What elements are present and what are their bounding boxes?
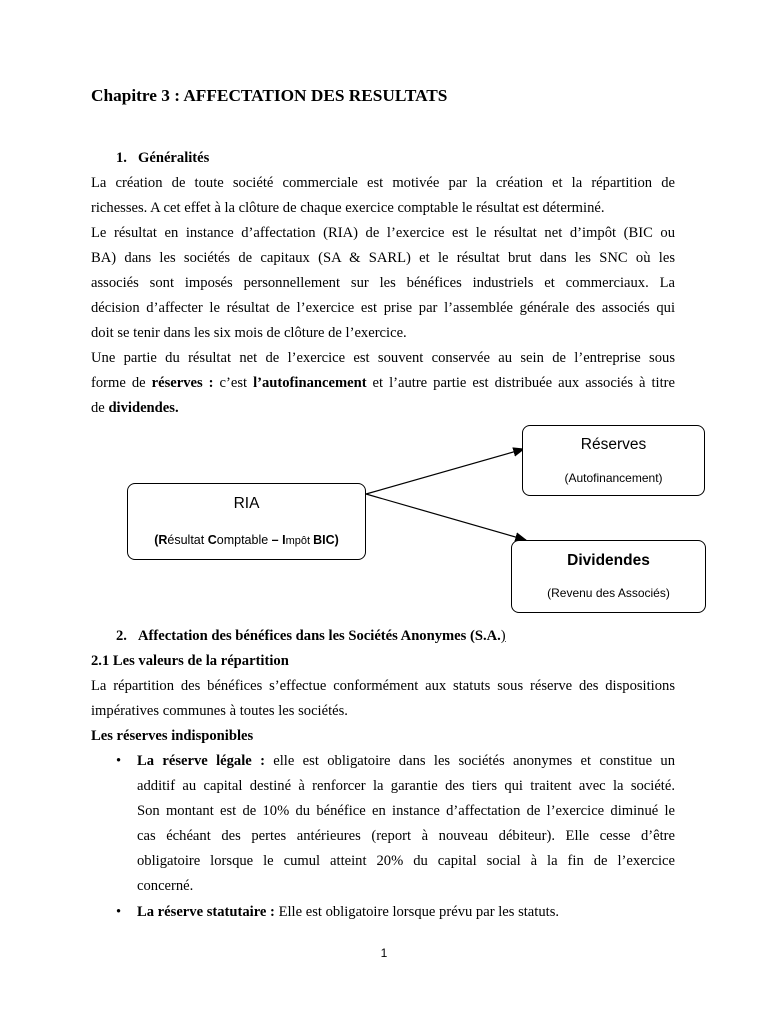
bullet-line: concerné. xyxy=(137,878,194,894)
paragraph-line: La création de toute société commerciale est motivée par la création et la répartition de xyxy=(91,175,675,191)
bullet-line: cas échéant des pertes antérieures (report à nouveau débiteur). Elle cesse d’être xyxy=(137,828,675,844)
dividendes-subtitle: (Revenu des Associés) xyxy=(547,586,670,600)
paragraph-line: BA) dans les sociétés de capitaux (SA & SARL) et le résultat brut dans les SNC où les xyxy=(91,250,675,266)
ria-title: RIA xyxy=(233,495,260,512)
paragraph-line: impératives communes à toutes les sociétés. xyxy=(91,703,348,719)
text-run: Affectation des bénéfices dans les Sociétés Anonymes (S.A. xyxy=(138,628,501,644)
subsection-2-1-heading: 2.1 Les valeurs de la répartition xyxy=(91,653,289,669)
paragraph-line: associés sont imposés personnellement sur les bénéfices industriels et commerciaux. La xyxy=(91,275,675,291)
bullet-line: obligatoire lorsque le cumul atteint 20% du capital social à la fin de l’exercice xyxy=(137,853,675,869)
paragraph-line: doit se tenir dans les six mois de clôture de l’exercice. xyxy=(91,325,407,341)
bold-text-dividendes: dividendes. xyxy=(108,400,179,416)
bold-text-reserve-statutaire: La réserve statutaire : xyxy=(137,904,275,920)
reserves-box xyxy=(522,425,705,496)
arrow-to-reserves xyxy=(366,449,524,494)
bullet-line xyxy=(137,749,675,774)
text-run: de xyxy=(91,400,109,416)
bullet-line xyxy=(137,900,675,925)
bullet-icon: • xyxy=(116,753,122,769)
arrow-to-dividendes xyxy=(366,494,526,540)
bold-text-reserves: réserves : xyxy=(151,375,214,391)
text-run: forme de xyxy=(91,375,152,391)
paragraph-line: décision d’affecter le résultat de l’exercice est prise par l’assemblée générale des associés qui xyxy=(91,300,675,316)
text-run: ésultat xyxy=(167,533,208,547)
text-run: BIC) xyxy=(313,533,339,547)
text-run: omptable xyxy=(216,533,272,547)
bold-text-reserve-legale: La réserve légale : xyxy=(137,753,265,769)
section-1-label: Généralités xyxy=(138,150,210,166)
section-2-number: 2. xyxy=(116,628,127,644)
chapter-title: Chapitre 3 : AFFECTATION DES RESULTATS xyxy=(91,86,448,105)
dividendes-box xyxy=(511,540,706,613)
reserves-indisponibles-heading: Les réserves indisponibles xyxy=(91,728,254,744)
ria-box xyxy=(127,483,366,560)
text-run: c’est xyxy=(213,375,254,391)
bullet-icon: • xyxy=(116,904,122,920)
bullet-line: Son montant est de 10% du bénéfice en instance d’affectation de l’exercice diminué le xyxy=(137,803,675,819)
section-2-label xyxy=(138,624,506,649)
page-number: 1 xyxy=(380,946,388,960)
text-run: I xyxy=(282,533,286,547)
text-run: mpôt xyxy=(285,535,314,547)
text-run: elle est obligatoire dans les sociétés anonymes et constitue un xyxy=(264,753,675,769)
reserves-subtitle: (Autofinancement) xyxy=(564,471,663,485)
dividendes-title: Dividendes xyxy=(567,552,650,569)
reserves-title: Réserves xyxy=(580,436,647,453)
text-run: et l’autre partie est distribuée aux associés à titre xyxy=(366,375,675,391)
paragraph-line: Le résultat en instance d’affectation (RIA) de l’exercice est le résultat net d’impôt (BIC ou xyxy=(91,225,675,241)
paragraph-line: richesses. A cet effet à la clôture de chaque exercice comptable le résultat est déterminé. xyxy=(91,200,605,216)
text-run: C xyxy=(207,533,217,547)
text-run: ) xyxy=(500,628,506,644)
text-run: (R xyxy=(154,533,168,547)
text-run: Elle est obligatoire lorsque prévu par les statuts. xyxy=(274,904,560,920)
ria-subtitle xyxy=(128,533,365,547)
section-1-number: 1. xyxy=(116,150,127,166)
text-run: – xyxy=(271,533,279,547)
paragraph-line: Une partie du résultat net de l’exercice est souvent conservée au sein de l’entreprise sous xyxy=(91,350,675,366)
bold-text-autofinancement: l’autofinancement xyxy=(253,375,367,391)
paragraph-line: La répartition des bénéfices s’effectue conformément aux statuts sous réserve des dispositions xyxy=(91,678,675,694)
bullet-line: additif au capital destiné à renforcer la garantie des tiers qui traitent avec la société. xyxy=(137,778,675,794)
